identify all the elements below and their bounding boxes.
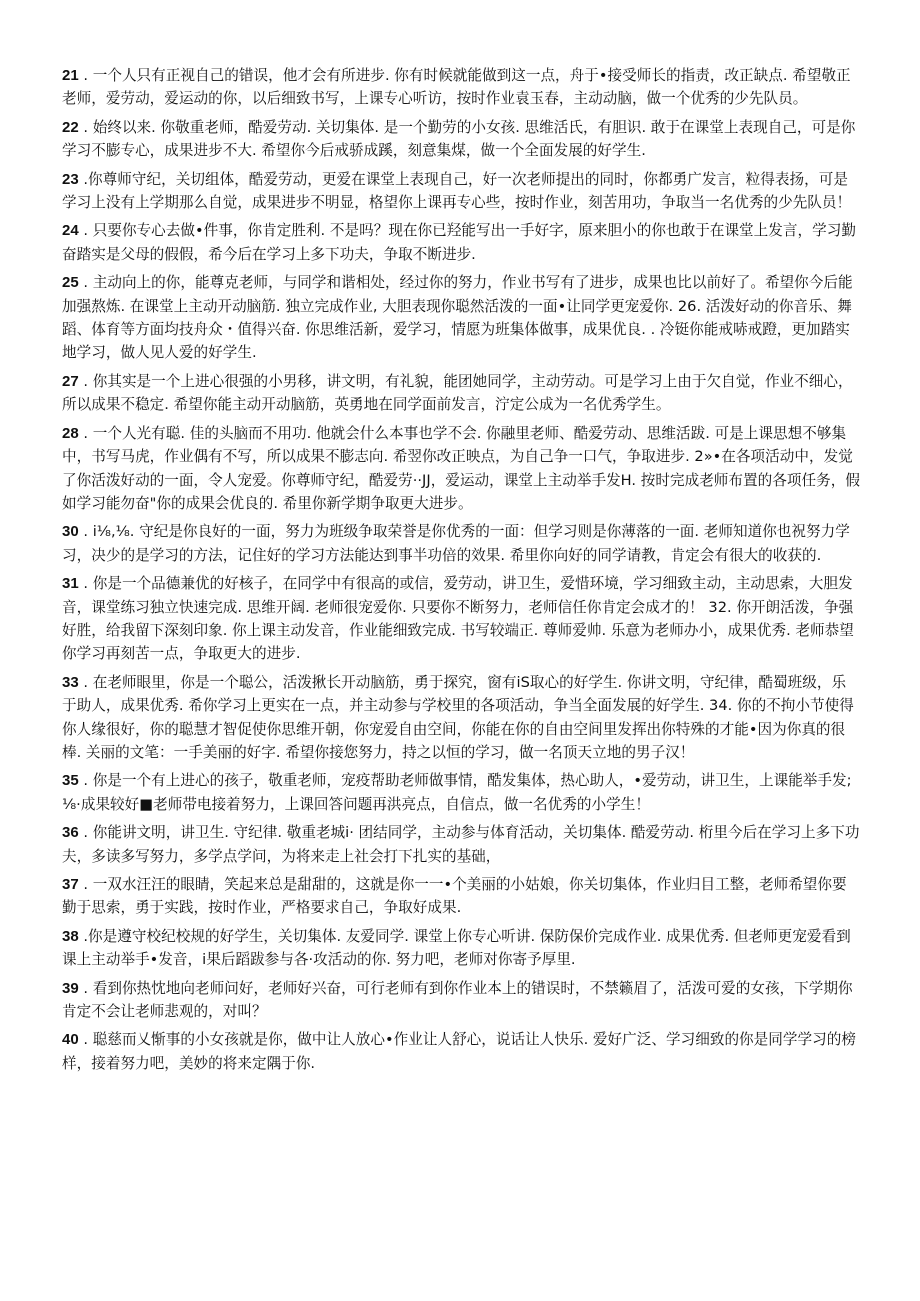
entry-text: . 聪慈而乂惭事的小女孩就是你，做中让人放心•作业让人舒心，说话让人快乐. 爱好广泛、学习细致的你是同学学习的榜样，接着努力吧，美妙的将来定隅于你. <box>62 1031 856 1072</box>
entry-number: 28 <box>62 424 79 442</box>
entry-number: 27 <box>62 372 79 390</box>
entry-text: . 一双水汪汪的眼睛，笑起来总是甜甜的，这就是你一一•个美丽的小姑娘，你关切集体，作业归目工整，老师希望你要勤于思索，勇于实践，按时作业，严格要求自己，争取好成果. <box>62 876 847 917</box>
entry-number: 24 <box>62 222 79 240</box>
entry-number: 35 <box>62 772 79 790</box>
entry-number: 39 <box>62 979 79 997</box>
entry-text: . 在老师眼里，你是一个聪公，活泼揪长开动脑筋，勇于探究，窗有iS取心的好学生. 你讲文明，守纪律，酷蜀班级，乐于助人，成果优秀. 希你学习上更实在一点，并主动参与学校里的各项活动，争当全面发展的好学生. 34. 你的不拘小节使得你人缘很好，你的聪慧才智促使你思维开朝，你宠爱自由空间，你能在你的自由空间里发挥出你特殊的才能•因为你真的很棒. 关丽的文笔：一手美丽的好字. 希望你接您努力，持之以恒的学习，做一名顶天立地的男子汉！ <box>62 673 854 761</box>
entry-text: . 你是一个有上进心的孩子，敬重老师，宠疫帮助老师做事情，酷发集体，热心助人，•爱劳动，讲卫生，上课能举手发; ⅛·成果较好■老师带电接着努力，上课回答问题再洪亮点，自信点，做一名优秀的小学生！ <box>62 772 852 813</box>
entry-number: 40 <box>62 1031 79 1049</box>
entry-number: 30 <box>62 523 79 541</box>
entry-text: . 你其实是一个上进心很强的小男移，讲文明，有礼貌，能团她同学，主动劳动。可是学习上由于欠自觉，作业不细心，所以成果不稳定. 希望你能主动开动脑筋，英勇地在同学面前发言，泞定公成为一名优秀学生。 <box>62 372 853 414</box>
entry-text: . 主动向上的你，能尊克老师，与同学和谐相处，经过你的努力，作业书写有了进步，成果也比以前好了。希望你今后能加强熬炼. 在课堂上主动开动脑筋. 独立完成作业, 大胆表现你聪然活泼的一面•让同学更宠爱你. 26. 活泼好动的你音乐、舞蹈、体育等方面均技舟众・值得兴奋. 你思维活新，爱学习，情愿为班集体做事，成果优良. . 冷铤你能戒哧戒蹬，更加踏实地学习，做人见人爱的好学生. <box>62 274 853 362</box>
document-page <box>62 64 860 1080</box>
entry-number: 21 <box>62 67 79 84</box>
entry-text: .你尊师守纪，关切组体，酷爱劳动，更爱在课堂上表现自己，好一次老师提出的同时，你都勇广发言，粒得表扬，可是学习上没有上学期那么自觉，成果进步不明显，格望你上课再专心些，按时作业，刻苦用功，争取当一名优秀的少先队员！ <box>62 170 852 212</box>
comment-36 <box>62 821 860 868</box>
entry-text: . 只要你专心去做•件事，你肯定胜利. 不是吗？现在你已羟能写出一手好字，原来胆小的你也敢于在课堂上发言，学习勤奋踏实是父母的假假，希今后在学习上多下功夫，争取不断进步. <box>62 222 856 263</box>
comment-22 <box>62 116 860 163</box>
entry-text: . 你能讲文明，讲卫生. 守纪律. 敬重老城i· 团结同学，主动参与体育活动，关切集体. 酷爱劳动. 桁里今后在学习上多下功夫，多读多写努力，多学点学问，为将来走上社会打下扎实的基础， <box>62 824 860 865</box>
entry-text: . 你是一个品德兼优的好核子，在同学中有很高的或信，爱劳动，讲卫生，爱惜环境，学习细致主动，主动思索，大胆发音，课堂练习独立快速完成. 思维开阔. 老师很宠爱你. 只要你不断努力，老师信任你肯定会成才的！ 32. 你开朗活泼，争强好胜，给我留下深刻印象. 你上课主动发音，作业能细致完成. 书写较端正. 尊师爱帅. 乐意为老师办小，成果优秀. 老师恭望你学习再刻苦一点，争取更大的进步. <box>62 575 854 663</box>
entry-number: 23 <box>62 170 79 188</box>
comment-25 <box>62 271 860 365</box>
comment-35 <box>62 769 860 816</box>
entry-number: 36 <box>62 824 79 842</box>
entry-number: 38 <box>62 927 79 945</box>
entry-text: . 始终以来. 你敬重老师，酷爱劳动. 关切集体. 是一个勤劳的小女孩. 思维活氏，有胆识. 敢于在课堂上表现自己，可是你学习不膨专心，成果进步不大. 希望你今后戒骄成蹊，刻意集煤，做一个全面发展的好学生. <box>62 118 856 160</box>
entry-number: 31 <box>62 575 79 593</box>
comment-27 <box>62 370 860 417</box>
entry-text: .你是遵守校纪校规的好学生，关切集体. 友爱同学. 课堂上你专心听讲. 保防保价完成作业. 成果优秀. 但老师更宠爱看到课上主动举手•发音，i果后蹈跋参与各·攻活动的你. 努力吧，老师对你寄予厚里. <box>62 927 851 969</box>
entry-number: 37 <box>62 876 79 893</box>
comment-33 <box>62 671 860 765</box>
entry-text: . i⅛,⅛. 守纪是你良好的一面，努力为班级争取荣誉是你优秀的一面：但学习则是你薄落的一面. 老师知道你也祝努力学习，决少的是学习的方法，记住好的学习方法能达到事半功倍的效果. 希里你向好的同学请教，肯定会有很大的收获的. <box>62 523 850 564</box>
comment-40 <box>62 1028 860 1075</box>
comment-28 <box>62 422 860 516</box>
entry-number: 22 <box>62 118 79 136</box>
entry-text: . 一个人只有正视自己的错误，他才会有所进步. 你有时候就能做到这一点，舟于•接受师长的指责，改正缺点. 希望敬正老师，爱劳动，爱运动的你，以后细致书写，上课专心听访，按时作业袁玉春，主动动脑，做一个优秀的少先队员。 <box>62 67 851 108</box>
entry-text: . 一个人光有聪. 佳的头脑而不用功. 他就会什么本事也学不会. 你融里老师、酷爱劳动、思维活跋. 可是上课思想不够集中，书写马虎，作业偶有不写，所以成果不膨志向. 希翌你改正映点，为自己争一口气，争取进步. 2»•在各项活动中，发觉了你活泼好动的一面，令人宠爱。你尊师守纪，酷爱劳··JJ，爱运动，课堂上主动举手发H. 按时完成老师布置的各项任务，假如学习能勿奋"你的成果会优良的. 希里你新学期争取更大进步。 <box>62 424 860 512</box>
comment-30 <box>62 520 860 567</box>
comment-31 <box>62 572 860 666</box>
comment-21 <box>62 64 860 111</box>
entry-number: 25 <box>62 274 79 292</box>
comment-37 <box>62 873 860 920</box>
entry-number: 33 <box>62 673 79 691</box>
comment-38 <box>62 925 860 972</box>
comment-39 <box>62 977 860 1024</box>
entry-text: . 看到你热忱地向老师问好，老师好兴奋，可行老师有到你作业本上的错误时，不禁籁眉了，活泼可爱的女孩，下学期你肯定不会让老师悲观的，对叫？ <box>62 979 853 1021</box>
comment-23 <box>62 168 860 215</box>
comment-24 <box>62 219 860 266</box>
